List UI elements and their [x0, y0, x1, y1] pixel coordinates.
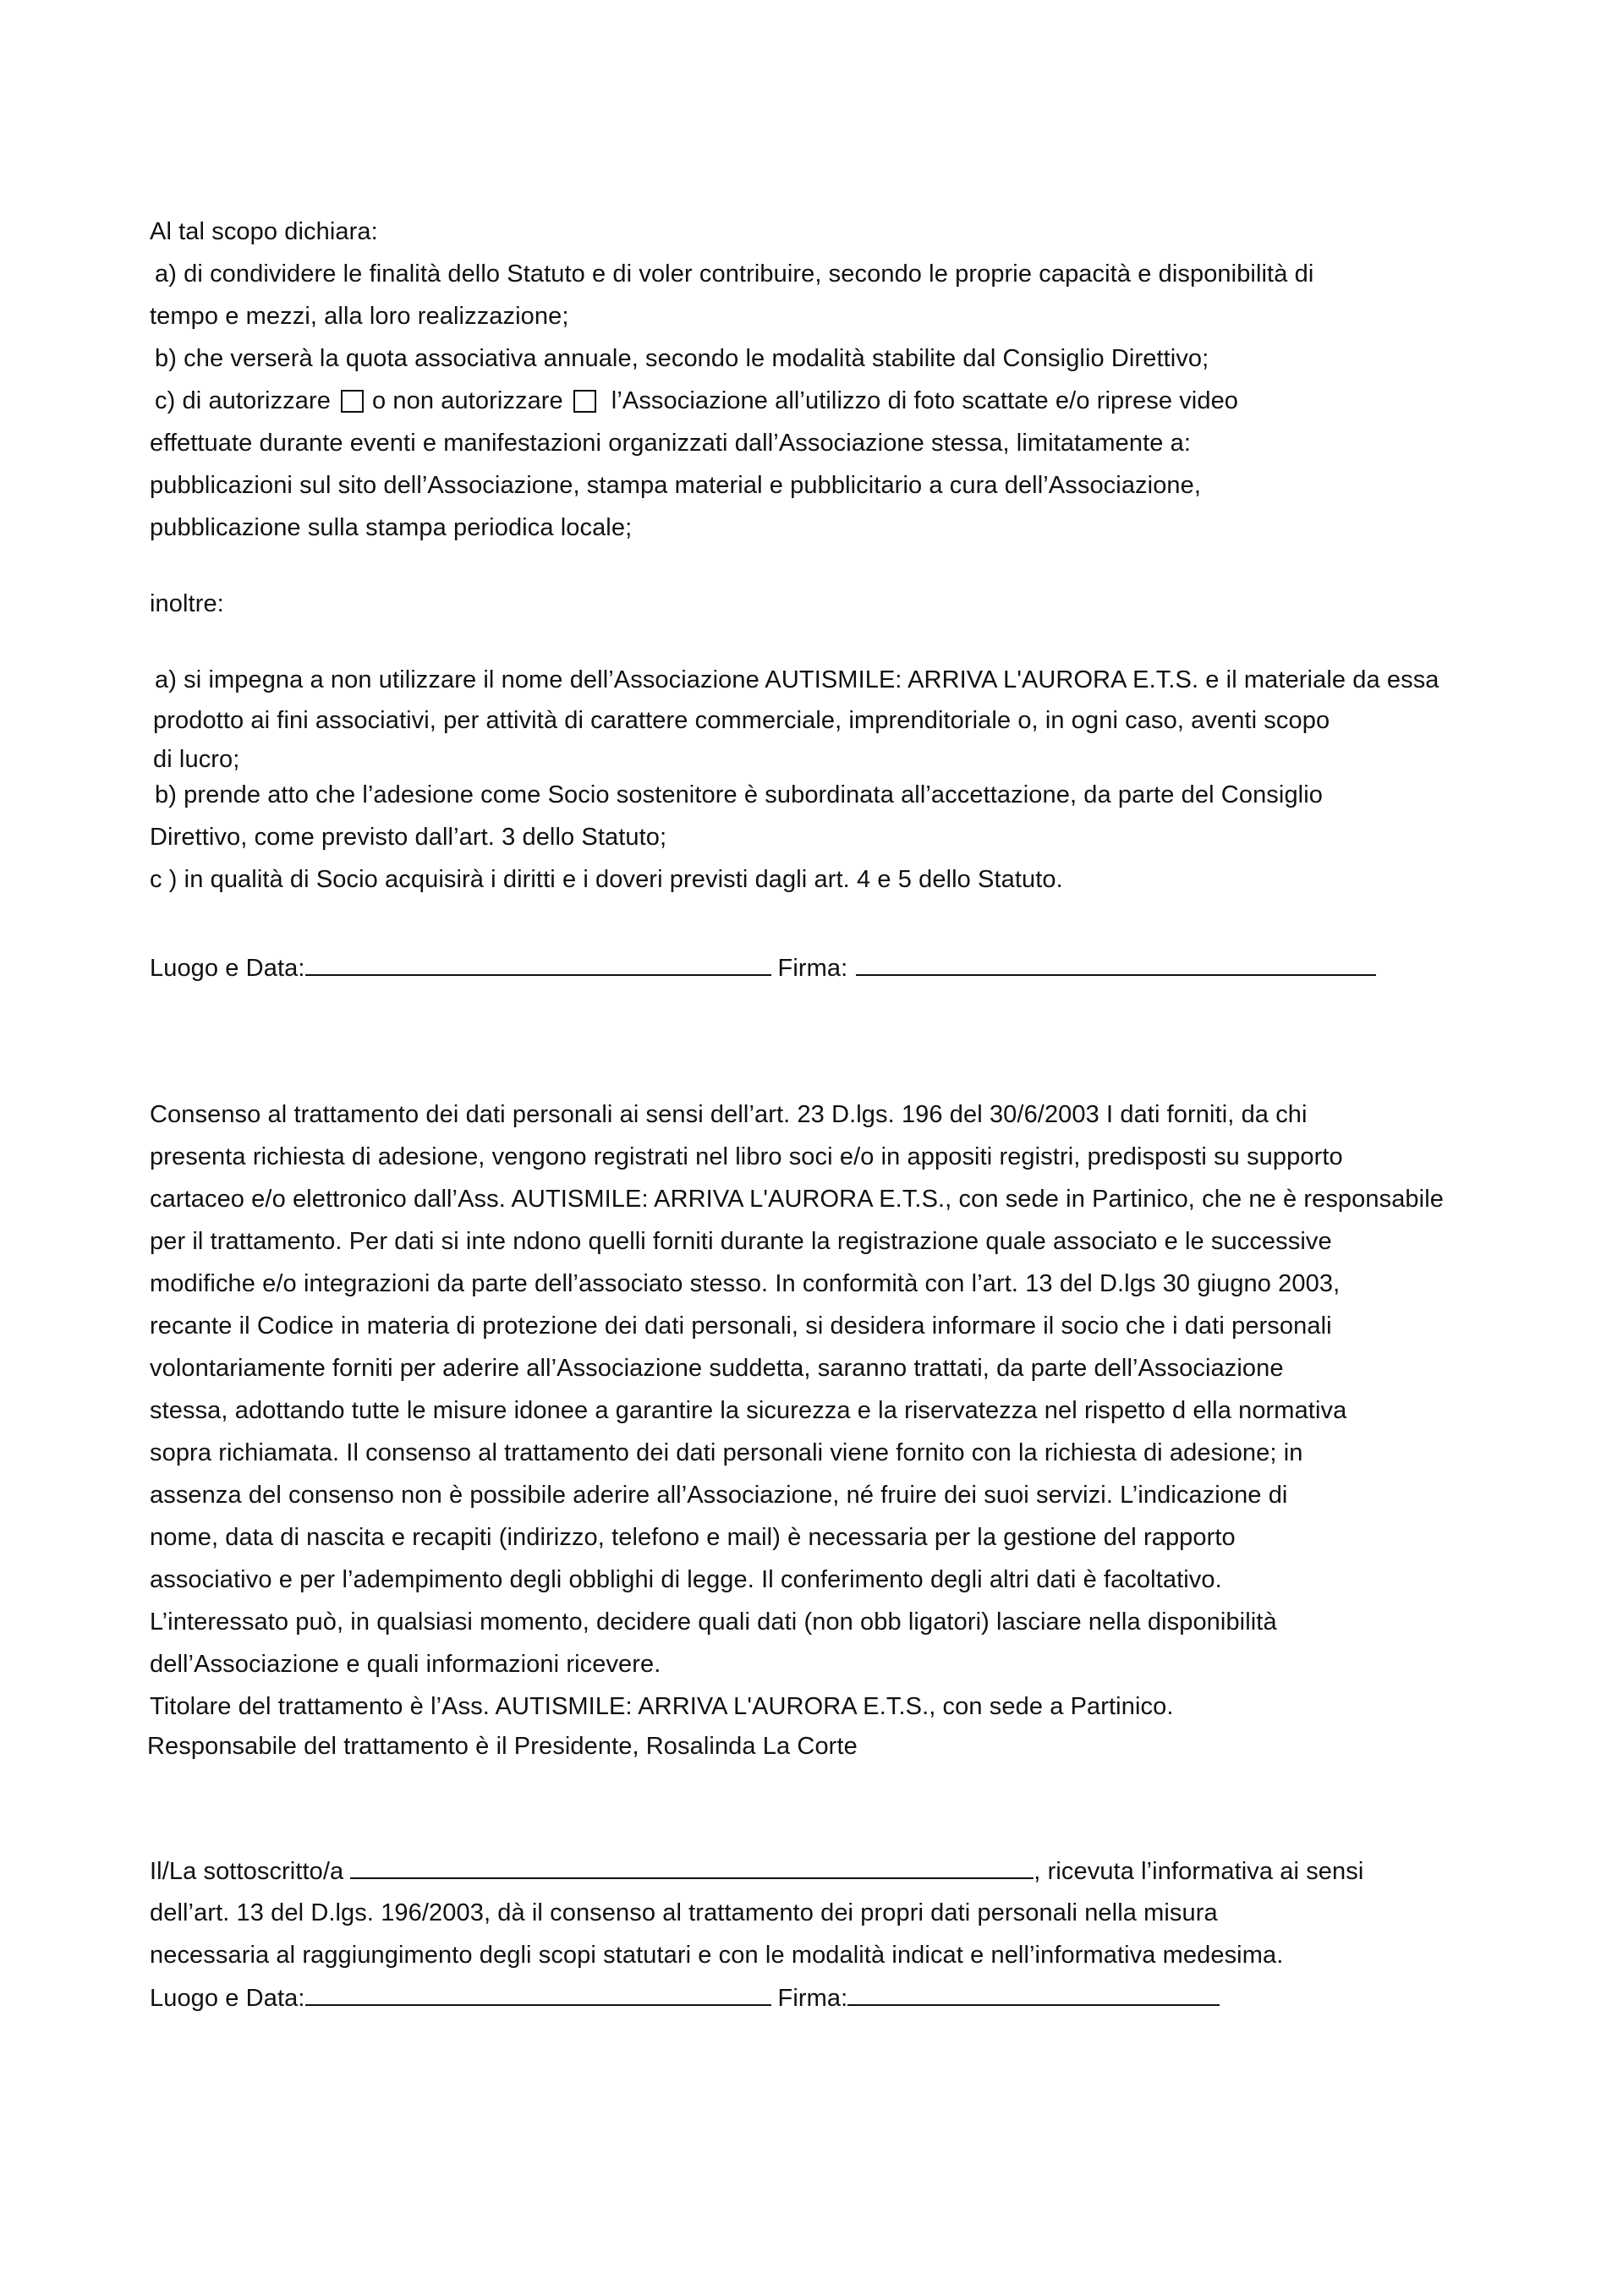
furthermore-item-b-line-1: b) prende atto che l’adesione come Socio sostenitore è subordinata all’accettazione, da parte del Consiglio [155, 781, 1323, 808]
signature-field[interactable] [856, 952, 1376, 976]
furthermore-heading: inoltre: [150, 590, 224, 617]
furthermore-item-a-line-1: a) si impegna a non utilizzare il nome dell’Associazione AUTISMILE: ARRIVA L'AURORA E.T.S. e il materiale da essa [155, 666, 1439, 693]
authorize-checkbox[interactable] [341, 390, 364, 413]
consent-line: volontariamente forniti per aderire all’Associazione suddetta, saranno trattati, da parte dell’Associazione [150, 1355, 1284, 1382]
undersigned-suffix: , ricevuta l’informativa ai sensi [1034, 1858, 1364, 1885]
undersigned-line-1 [150, 1855, 1363, 1887]
signature-label: Firma: [777, 955, 848, 982]
signature-row-2 [150, 1982, 1220, 2014]
consent-line: dell’Associazione e quali informazioni ricevere. [150, 1651, 661, 1678]
not-authorize-checkbox[interactable] [573, 390, 596, 413]
declaration-intro: Al tal scopo dichiara: [150, 218, 378, 245]
consent-line: associativo e per l’adempimento degli obblighi di legge. Il conferimento degli altri dati è facoltativo. [150, 1566, 1222, 1593]
item-c-not-authorize-label: o non autorizzare [372, 387, 563, 414]
undersigned-name-field[interactable] [350, 1855, 1034, 1879]
place-date-field[interactable] [305, 1982, 771, 2006]
declaration-item-b: b) che verserà la quota associativa annuale, secondo le modalità stabilite dal Consiglio Direttivo; [155, 345, 1209, 372]
place-date-label: Luogo e Data: [150, 1985, 305, 2012]
consent-line: stessa, adottando tutte le misure idonee a garantire la sicurezza e la riservatezza nel rispetto d ella normativa [150, 1397, 1347, 1424]
declaration-item-c [155, 386, 1238, 416]
place-date-label: Luogo e Data: [150, 955, 305, 982]
furthermore-item-a-line-2: prodotto ai fini associativi, per attività di carattere commerciale, imprenditoriale o, in ogni caso, aventi scopo [153, 707, 1330, 734]
undersigned-line-3: necessaria al raggiungimento degli scopi statutari e con le modalità indicat e nell’informativa medesima. [150, 1942, 1284, 1969]
signature-row-1 [150, 952, 1376, 984]
declaration-item-a-line-1: a) di condividere le finalità dello Statuto e di voler contribuire, secondo le proprie capacità e disponibilità di [155, 260, 1314, 288]
consent-responsible: Responsabile del trattamento è il Presidente, Rosalinda La Corte [147, 1733, 858, 1760]
consent-line: L’interessato può, in qualsiasi momento, decidere quali dati (non obb ligatori) lasciare nella disponibilità [150, 1608, 1277, 1636]
consent-line: per il trattamento. Per dati si inte ndono quelli forniti durante la registrazione quale associato e le successive [150, 1228, 1332, 1255]
consent-line: Titolare del trattamento è l’Ass. AUTISMILE: ARRIVA L'AURORA E.T.S., con sede a Partinico. [150, 1693, 1174, 1720]
item-c-authorize-label: c) di autorizzare [155, 387, 331, 414]
furthermore-item-a-line-3: di lucro; [153, 746, 240, 773]
consent-line: Consenso al trattamento dei dati personali ai sensi dell’art. 23 D.lgs. 196 del 30/6/2003 I dati forniti, da chi [150, 1101, 1308, 1128]
furthermore-item-c: c ) in qualità di Socio acquisirà i diritti e i doveri previsti dagli art. 4 e 5 dello Statuto. [150, 866, 1063, 893]
declaration-item-a-line-2: tempo e mezzi, alla loro realizzazione; [150, 303, 569, 330]
consent-line: assenza del consenso non è possibile aderire all’Associazione, né fruire dei suoi servizi. L’indicazione di [150, 1482, 1288, 1509]
undersigned-prefix: Il/La sottoscritto/a [150, 1858, 344, 1885]
consent-line: sopra richiamata. Il consenso al trattamento dei dati personali viene fornito con la richiesta di adesione; in [150, 1439, 1303, 1466]
place-date-field[interactable] [305, 952, 771, 976]
item-c-text: l’Associazione all’utilizzo di foto scattate e/o riprese video [611, 387, 1239, 414]
declaration-item-c-line-4: pubblicazione sulla stampa periodica locale; [150, 514, 633, 541]
consent-line: modifiche e/o integrazioni da parte dell’associato stesso. In conformità con l’art. 13 del D.lgs 30 giugno 2003, [150, 1270, 1341, 1297]
declaration-item-c-line-3: pubblicazioni sul sito dell’Associazione, stampa material e pubblicitario a cura dell’Associazione, [150, 472, 1202, 499]
undersigned-line-2: dell’art. 13 del D.lgs. 196/2003, dà il consenso al trattamento dei propri dati personali nella misura [150, 1899, 1218, 1926]
consent-line: cartaceo e/o elettronico dall’Ass. AUTISMILE: ARRIVA L'AURORA E.T.S., con sede in Partinico, che ne è responsabile [150, 1186, 1444, 1213]
signature-field[interactable] [847, 1982, 1220, 2006]
consent-line: nome, data di nascita e recapiti (indirizzo, telefono e mail) è necessaria per la gestione del rapporto [150, 1524, 1236, 1551]
consent-line: presenta richiesta di adesione, vengono registrati nel libro soci e/o in appositi registri, predisposti su supporto [150, 1143, 1343, 1170]
furthermore-item-b-line-2: Direttivo, come previsto dall’art. 3 dello Statuto; [150, 824, 667, 851]
signature-label: Firma: [777, 1985, 848, 2012]
consent-line: recante il Codice in materia di protezione dei dati personali, si desidera informare il socio che i dati personali [150, 1312, 1332, 1340]
declaration-item-c-line-2: effettuate durante eventi e manifestazioni organizzati dall’Associazione stessa, limitatamente a: [150, 430, 1192, 457]
